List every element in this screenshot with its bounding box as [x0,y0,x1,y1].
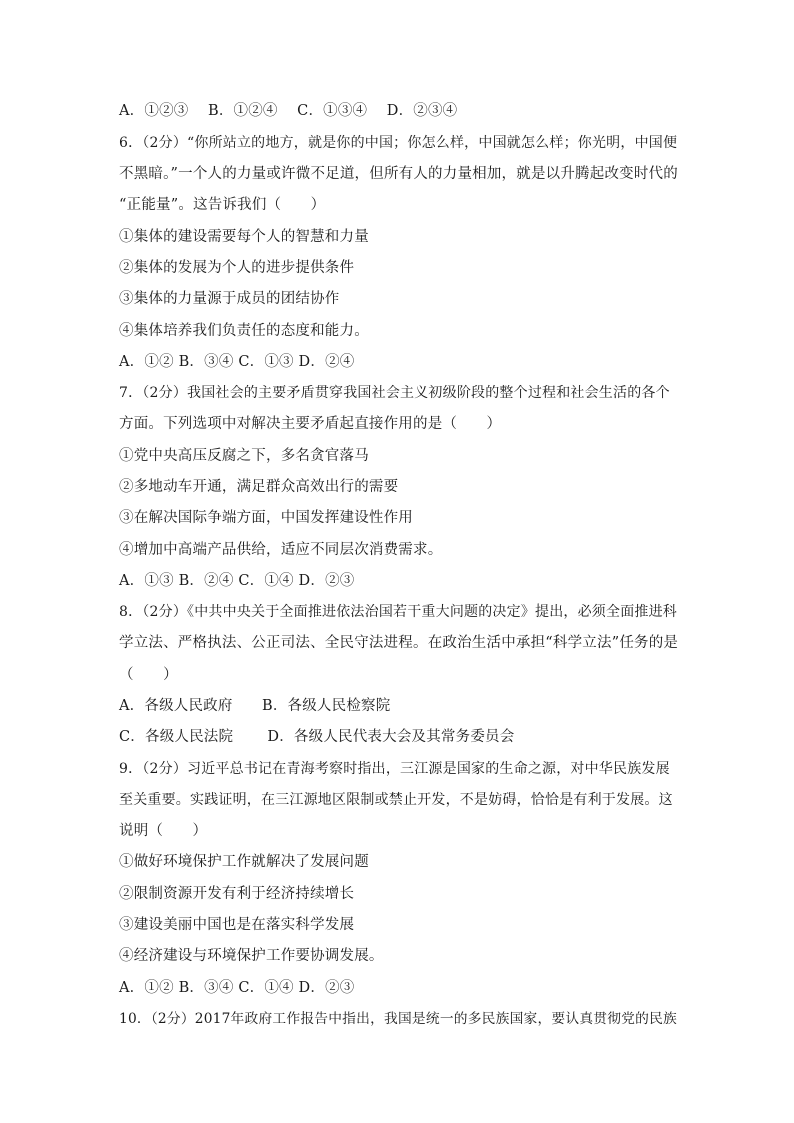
q9-statement-2: ②限制资源开发有利于经济持续增长 [119,886,355,902]
q6-stem-line-3: “正能量”。这告诉我们（ ） [119,197,326,213]
q6-options: A．①② B．③④ C．①③ D．②④ [119,354,355,370]
q7-statement-4: ④增加中高端产品供给，适应不同层次消费需求。 [119,542,443,558]
q9-stem-line-2: 至关重要。实践证明，在三江源地区限制或禁止开发，不是妨碍，恰恰是有利于发展。这 [119,792,673,808]
q8-stem-line-2: 学立法、严格执法、公正司法、全民守法进程。在政治生活中承担“科学立法”任务的是 [119,635,679,651]
q7-statement-1: ①党中央高压反腐之下，多名贪官落马 [119,448,369,464]
q8-options-row-2: C．各级人民法院 D．各级人民代表大会及其常务委员会 [119,729,515,745]
q5-options: A．①②③ B．①②④ C．①③④ D．②③④ [119,103,458,119]
q6-stem-line-1: 6．（2分）“你所站立的地方，就是你的中国；你怎么样，中国就怎么样；你光明，中国便 [119,135,678,151]
q9-statement-1: ①做好环境保护工作就解决了发展问题 [119,854,369,870]
q9-statement-3: ③建设美丽中国也是在落实科学发展 [119,917,355,933]
q8-stem-line-1: 8．（2分）《中共中央关于全面推进依法治国若干重大问题的决定》提出，必须全面推进科 [119,604,678,620]
q9-stem-line-1: 9．（2分）习近平总书记在青海考察时指出，三江源是国家的生命之源，对中华民族发展 [119,761,670,777]
q8-options-row-1: A．各级人民政府 B．各级人民检察院 [119,698,391,714]
q9-statement-4: ④经济建设与环境保护工作要协调发展。 [119,948,384,964]
q7-options: A．①③ B．②④ C．①④ D．②③ [119,573,355,589]
q7-statement-3: ③在解决国际争端方面，中国发挥建设性作用 [119,510,413,526]
q9-options: A．①② B．③④ C．①④ D．②③ [119,980,355,996]
q7-statement-2: ②多地动车开通，满足群众高效出行的需要 [119,479,399,495]
q9-stem-line-3: 说明（ ） [119,823,208,839]
q6-statement-1: ①集体的建设需要每个人的智慧和力量 [119,229,369,245]
q6-statement-4: ④集体培养我们负责任的态度和能力。 [119,323,369,339]
q6-statement-3: ③集体的力量源于成员的团结协作 [119,291,340,307]
q10-stem-line-1: 10．（2分）2017年政府工作报告中指出，我国是统一的多民族国家，要认真贯彻党的民族 [119,1011,677,1027]
q7-stem-line-2: 方面。下列选项中对解决主要矛盾起直接作用的是（ ） [119,416,502,432]
q8-stem-line-3: （ ） [119,667,178,683]
q6-statement-2: ②集体的发展为个人的进步提供条件 [119,260,355,276]
q7-stem-line-1: 7．（2分）我国社会的主要矛盾贯穿我国社会主义初级阶段的整个过程和社会生活的各个 [119,385,670,401]
q6-stem-line-2: 不黑暗。”一个人的力量或许微不足道，但所有人的力量相加，就是以升腾起改变时代的 [119,166,678,182]
